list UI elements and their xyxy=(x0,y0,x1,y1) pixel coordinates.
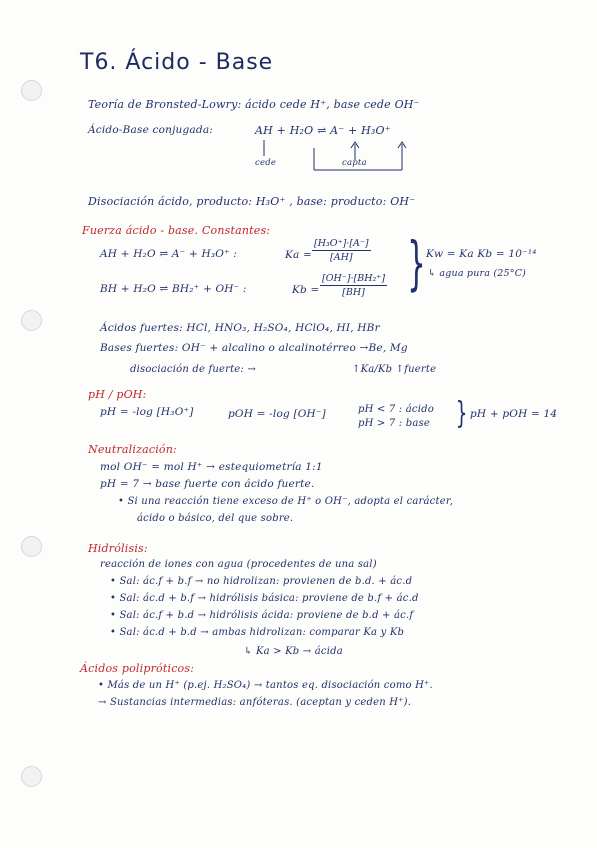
cede-label: cede xyxy=(255,158,277,168)
hydrolysis-item-3: • Sal: ác.f + b.d → hidrólisis ácida: proviene de b.d + ác.f xyxy=(110,610,414,621)
ph-heading: pH / pOH: xyxy=(88,388,147,401)
bronsted-theory: Teoría de Bronsted-Lowry: ácido cede H⁺, base cede OH⁻ xyxy=(88,98,420,111)
polyprotic-heading: Ácidos polipróticos: xyxy=(80,662,195,675)
strong-bases: Bases fuertes: OH⁻ + alcalino o alcalinotérreo →Be, Mg xyxy=(100,342,408,354)
ka-label: Ka = xyxy=(285,249,313,261)
ph-base: pH > 7 : base xyxy=(358,418,430,429)
hydrolysis-heading: Hidrólisis: xyxy=(88,542,148,555)
acid-equilibrium: AH + H₂O ⇌ A⁻ + H₃O⁺ : xyxy=(100,248,238,260)
polyprotic-line-2: → Sustancias intermedias: anfóteras. (aceptan y ceden H⁺). xyxy=(98,697,412,708)
strong-acids: Ácidos fuertes: HCl, HNO₃, H₂SO₄, HClO₄, HI, HBr xyxy=(100,322,380,334)
kb-fraction xyxy=(320,273,387,298)
ka-denominator: [AH] xyxy=(330,252,353,263)
page-title: T6. Ácido - Base xyxy=(80,50,274,75)
strong-dissociation: disociación de fuerte: → xyxy=(130,364,256,375)
kw-note: ↳ agua pura (25°C) xyxy=(428,268,527,279)
poh-definition: pOH = -log [OH⁻] xyxy=(228,408,326,420)
neutralization-line-1: mol OH⁻ = mol H⁺ → estequiometría 1:1 xyxy=(100,461,323,473)
conjugate-label: Ácido-Base conjugada: xyxy=(88,124,214,136)
hydrolysis-item-4: • Sal: ác.d + b.d → ambas hidrolizan: comparar Ka y Kb xyxy=(110,627,405,638)
ka-fraction xyxy=(312,238,371,263)
hydrolysis-item-1: • Sal: ác.f + b.f → no hidrolizan: provienen de b.d. + ác.d xyxy=(110,576,413,587)
dissociation-line: Disociación ácido, producto: H₃O⁺ , base: producto: OH⁻ xyxy=(88,195,416,208)
binder-hole-4 xyxy=(21,766,42,787)
binder-hole-2 xyxy=(21,310,42,331)
binder-hole-3 xyxy=(21,536,42,557)
ph-brace: } xyxy=(455,396,468,431)
ph-definition: pH = -log [H₃O⁺] xyxy=(100,406,194,418)
ph-poh-sum: pH + pOH = 14 xyxy=(470,408,558,420)
constants-heading: Fuerza ácido - base. Constantes: xyxy=(82,224,271,237)
kb-label: Kb = xyxy=(292,284,320,296)
conjugate-equation: AH + H₂O ⇌ A⁻ + H₃O⁺ xyxy=(255,124,391,137)
ka-strength-note: ↑Ka/Kb ↑fuerte xyxy=(352,364,437,375)
polyprotic-line-1: • Más de un H⁺ (p.ej. H₂SO₄) → tantos eq. disociación como H⁺. xyxy=(98,680,433,691)
capta-label: capta xyxy=(342,158,367,168)
hydrolysis-item-2: • Sal: ác.d + b.f → hidrólisis básica: proviene de b.f + ác.d xyxy=(110,593,419,604)
kb-denominator: [BH] xyxy=(342,287,365,298)
neutralization-line-3: • Si una reacción tiene exceso de H⁺ o OH⁻, adopta el carácter, xyxy=(118,496,454,507)
base-equilibrium: BH + H₂O ⇌ BH₂⁺ + OH⁻ : xyxy=(100,283,247,295)
ka-numerator: [H₃O⁺]·[A⁻] xyxy=(314,238,369,249)
neutralization-line-2: pH = 7 → base fuerte con ácido fuerte. xyxy=(100,478,315,490)
hydrolysis-compare: ↳ Ka > Kb → ácida xyxy=(244,646,343,657)
constants-brace: } xyxy=(407,229,426,297)
hydrolysis-line-1: reacción de iones con agua (procedentes de una sal) xyxy=(100,559,377,570)
neutralization-line-4: ácido o básico, del que sobre. xyxy=(137,513,294,524)
neutralization-heading: Neutralización: xyxy=(88,443,177,456)
ph-acid: pH < 7 : ácido xyxy=(358,404,434,415)
binder-hole-1 xyxy=(21,80,42,101)
kb-numerator: [OH⁻]·[BH₂⁺] xyxy=(322,273,386,284)
kw-relation: Kw = Ka Kb = 10⁻¹⁴ xyxy=(426,248,537,260)
